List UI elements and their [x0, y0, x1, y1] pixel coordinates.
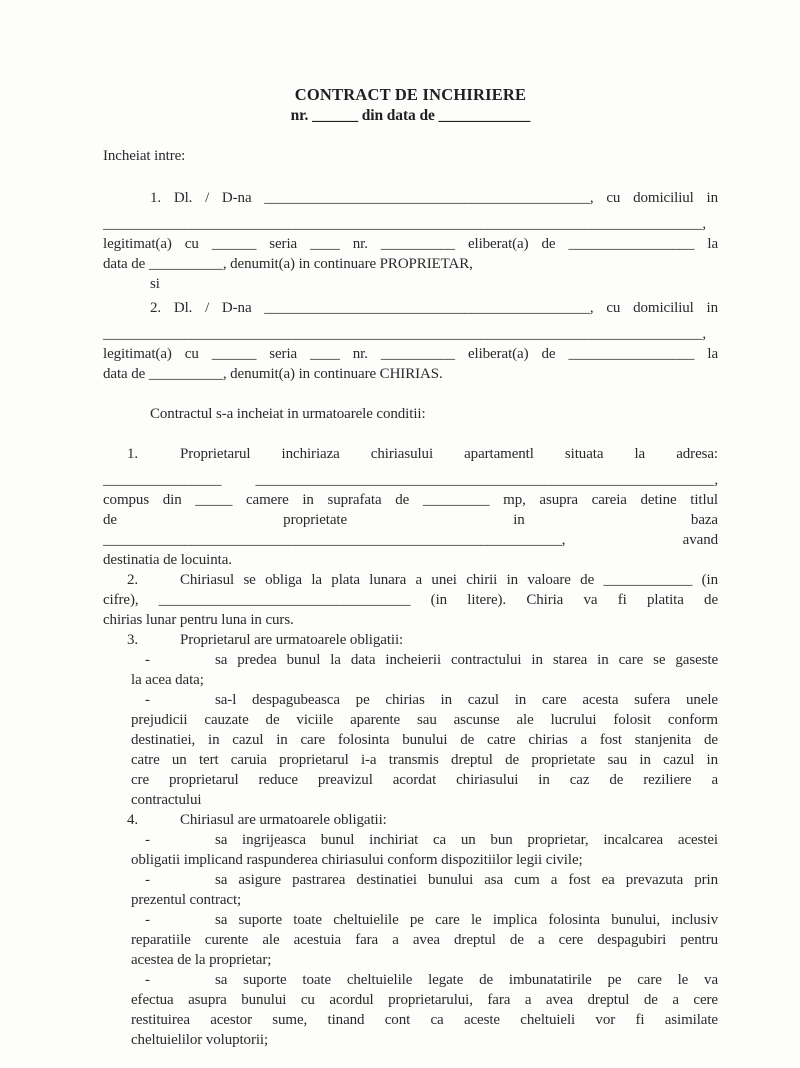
line-text: sa suporte toate cheltuielile legate de imbunatatirile pe care le va	[215, 972, 718, 988]
line-text: _________________________________________________________________________________,	[103, 216, 707, 232]
line-text: de proprietate in baza	[103, 512, 718, 528]
line-text: legitimat(a) cu ______ seria ____ nr. __________ eliberat(a) de _________________ la	[103, 236, 718, 252]
blank-line	[103, 470, 718, 490]
line-text: Proprietarul are urmatoarele obligatii:	[180, 632, 404, 648]
line-text: cheltuielilor voluptorii;	[131, 1032, 269, 1048]
line-text: destinatiei, in cazul in care folosinta bunului de catre chirias a fost stanjenita de	[131, 732, 718, 748]
list-marker: -	[145, 872, 150, 888]
line-text: obligatii implicand raspunderea chiriasului conform dispozitiilor legii civile;	[131, 852, 583, 868]
line-text: prezentul contract;	[131, 892, 242, 908]
list-marker: -	[145, 692, 150, 708]
line-text: Contractul s-a incheiat in urmatoarele conditii:	[150, 406, 426, 422]
list-marker: -	[145, 832, 150, 848]
list-marker: -	[145, 912, 150, 928]
party2-id-line	[103, 344, 718, 364]
clause-4-bullet	[103, 1010, 718, 1030]
clause-1-line	[103, 550, 718, 570]
clause-3-bullet	[103, 790, 718, 810]
line-text: 2. Dl. / D-na ____________________________________________, cu domiciliul in	[150, 300, 718, 316]
line-text: chirias lunar pentru luna in curs.	[103, 612, 294, 628]
line-text: legitimat(a) cu ______ seria ____ nr. __________ eliberat(a) de _________________ la	[103, 346, 718, 362]
line-text: 1. Dl. / D-na ____________________________________________, cu domiciliul in	[150, 190, 718, 206]
clause-4-bullet	[103, 870, 718, 890]
intro-line	[103, 146, 718, 166]
clause-1-line	[103, 444, 718, 464]
line-text: cifre), __________________________________ (in litere). Chiria va fi platita de	[103, 592, 718, 608]
clause-3-bullet	[103, 710, 718, 730]
line-text: prejudicii cauzate de viciile aparente sau ascunse ale lucrului folosit conform	[131, 712, 718, 728]
clause-3-bullet	[103, 650, 718, 670]
list-marker: -	[145, 972, 150, 988]
line-text: nr. ______ din data de ____________	[290, 107, 531, 124]
party1-date-line	[103, 254, 718, 274]
line-text: sa ingrijeasca bunul inchiriat ca un bun proprietar, incalcarea acestei	[215, 832, 718, 848]
line-text: ______________________________________________________________, avand	[103, 532, 718, 548]
line-text: compus din _____ camere in suprafata de _________ mp, asupra careia detine titlul	[103, 492, 718, 508]
party2-line	[103, 298, 718, 318]
line-text: destinatia de locuinta.	[103, 552, 232, 568]
clause-3-bullet	[103, 770, 718, 790]
clause-3-bullet	[103, 730, 718, 750]
line-text: sa asigure pastrarea destinatiei bunului asa cum a fost ea prevazuta prin	[215, 872, 718, 888]
clause-1-line	[103, 490, 718, 510]
line-text: Incheiat intre:	[103, 148, 186, 164]
line-text: data de __________, denumit(a) in continuare PROPRIETAR,	[103, 256, 473, 272]
contract-number-line	[103, 105, 718, 126]
clause-4-bullet	[103, 1030, 718, 1050]
line-text: data de __________, denumit(a) in continuare CHIRIAS.	[103, 366, 443, 382]
clause-4-bullet	[103, 950, 718, 970]
list-marker: 3.	[127, 632, 139, 648]
line-text: catre un tert caruia proprietarul i-a transmis dreptul de proprietate sau in cazul in	[131, 752, 718, 768]
line-text: si	[150, 276, 160, 292]
line-text: CONTRACT DE INCHIRIERE	[294, 85, 527, 104]
line-text: reparatiile curente ale acestuia fara a avea dreptul de a cere despagubiri pentru	[131, 932, 718, 948]
line-text: Proprietarul inchiriaza chiriasului apartamentl situata la adresa:	[180, 446, 718, 462]
clause-4-bullet	[103, 910, 718, 930]
list-marker: 4.	[127, 812, 139, 828]
clause-3-bullet	[103, 750, 718, 770]
line-text: _________________________________________________________________________________,	[103, 326, 707, 342]
clause-1-line	[103, 530, 718, 550]
line-text: ________________ ______________________________________________________________,	[103, 472, 718, 488]
contract-title	[103, 84, 718, 105]
line-text: la acea data;	[131, 672, 204, 688]
clause-4-bullet	[103, 890, 718, 910]
clause-4-bullet	[103, 850, 718, 870]
clause-4-bullet	[103, 930, 718, 950]
si-line	[103, 274, 718, 294]
line-text: acestea de la proprietar;	[131, 952, 272, 968]
party1-line	[103, 188, 718, 208]
clause-2-line	[103, 610, 718, 630]
clause-3-bullet	[103, 690, 718, 710]
line-text: sa-l despagubeasca pe chirias in cazul in care acesta sufera unele	[215, 692, 718, 708]
line-text: restituirea acestor sume, tinand cont ca aceste cheltuieli vor fi asimilate	[131, 1012, 718, 1028]
blank-line	[103, 214, 718, 234]
clause-3-line	[103, 630, 718, 650]
clause-1-line	[103, 510, 718, 530]
line-text: efectua asupra bunului cu acordul proprietarului, fara a avea dreptul de a cere	[131, 992, 718, 1008]
conditions-intro-line	[103, 404, 718, 424]
party2-date-line	[103, 364, 718, 384]
line-text: sa suporte toate cheltuielile pe care le implica folosinta bunului, inclusiv	[215, 912, 718, 928]
line-text: cre proprietarul reduce preavizul acordat chiriasului in caz de reziliere a	[131, 772, 718, 788]
line-text: Chiriasul are urmatoarele obligatii:	[180, 812, 387, 828]
line-text: sa predea bunul la data incheierii contractului in starea in care se gaseste	[215, 652, 718, 668]
list-marker: 2.	[127, 572, 139, 588]
blank-line	[103, 324, 718, 344]
party1-id-line	[103, 234, 718, 254]
clause-4-bullet	[103, 830, 718, 850]
line-text: Chiriasul se obliga la plata lunara a unei chirii in valoare de ____________ (in	[180, 572, 718, 588]
clause-2-line	[103, 570, 718, 590]
clause-3-bullet	[103, 670, 718, 690]
clause-4-bullet	[103, 970, 718, 990]
clause-4-bullet	[103, 990, 718, 1010]
clause-2-line	[103, 590, 718, 610]
clause-4-line	[103, 810, 718, 830]
line-text: contractului	[131, 792, 202, 808]
list-marker: -	[145, 652, 150, 668]
list-marker: 1.	[127, 446, 139, 462]
contract-document	[103, 0, 718, 1050]
